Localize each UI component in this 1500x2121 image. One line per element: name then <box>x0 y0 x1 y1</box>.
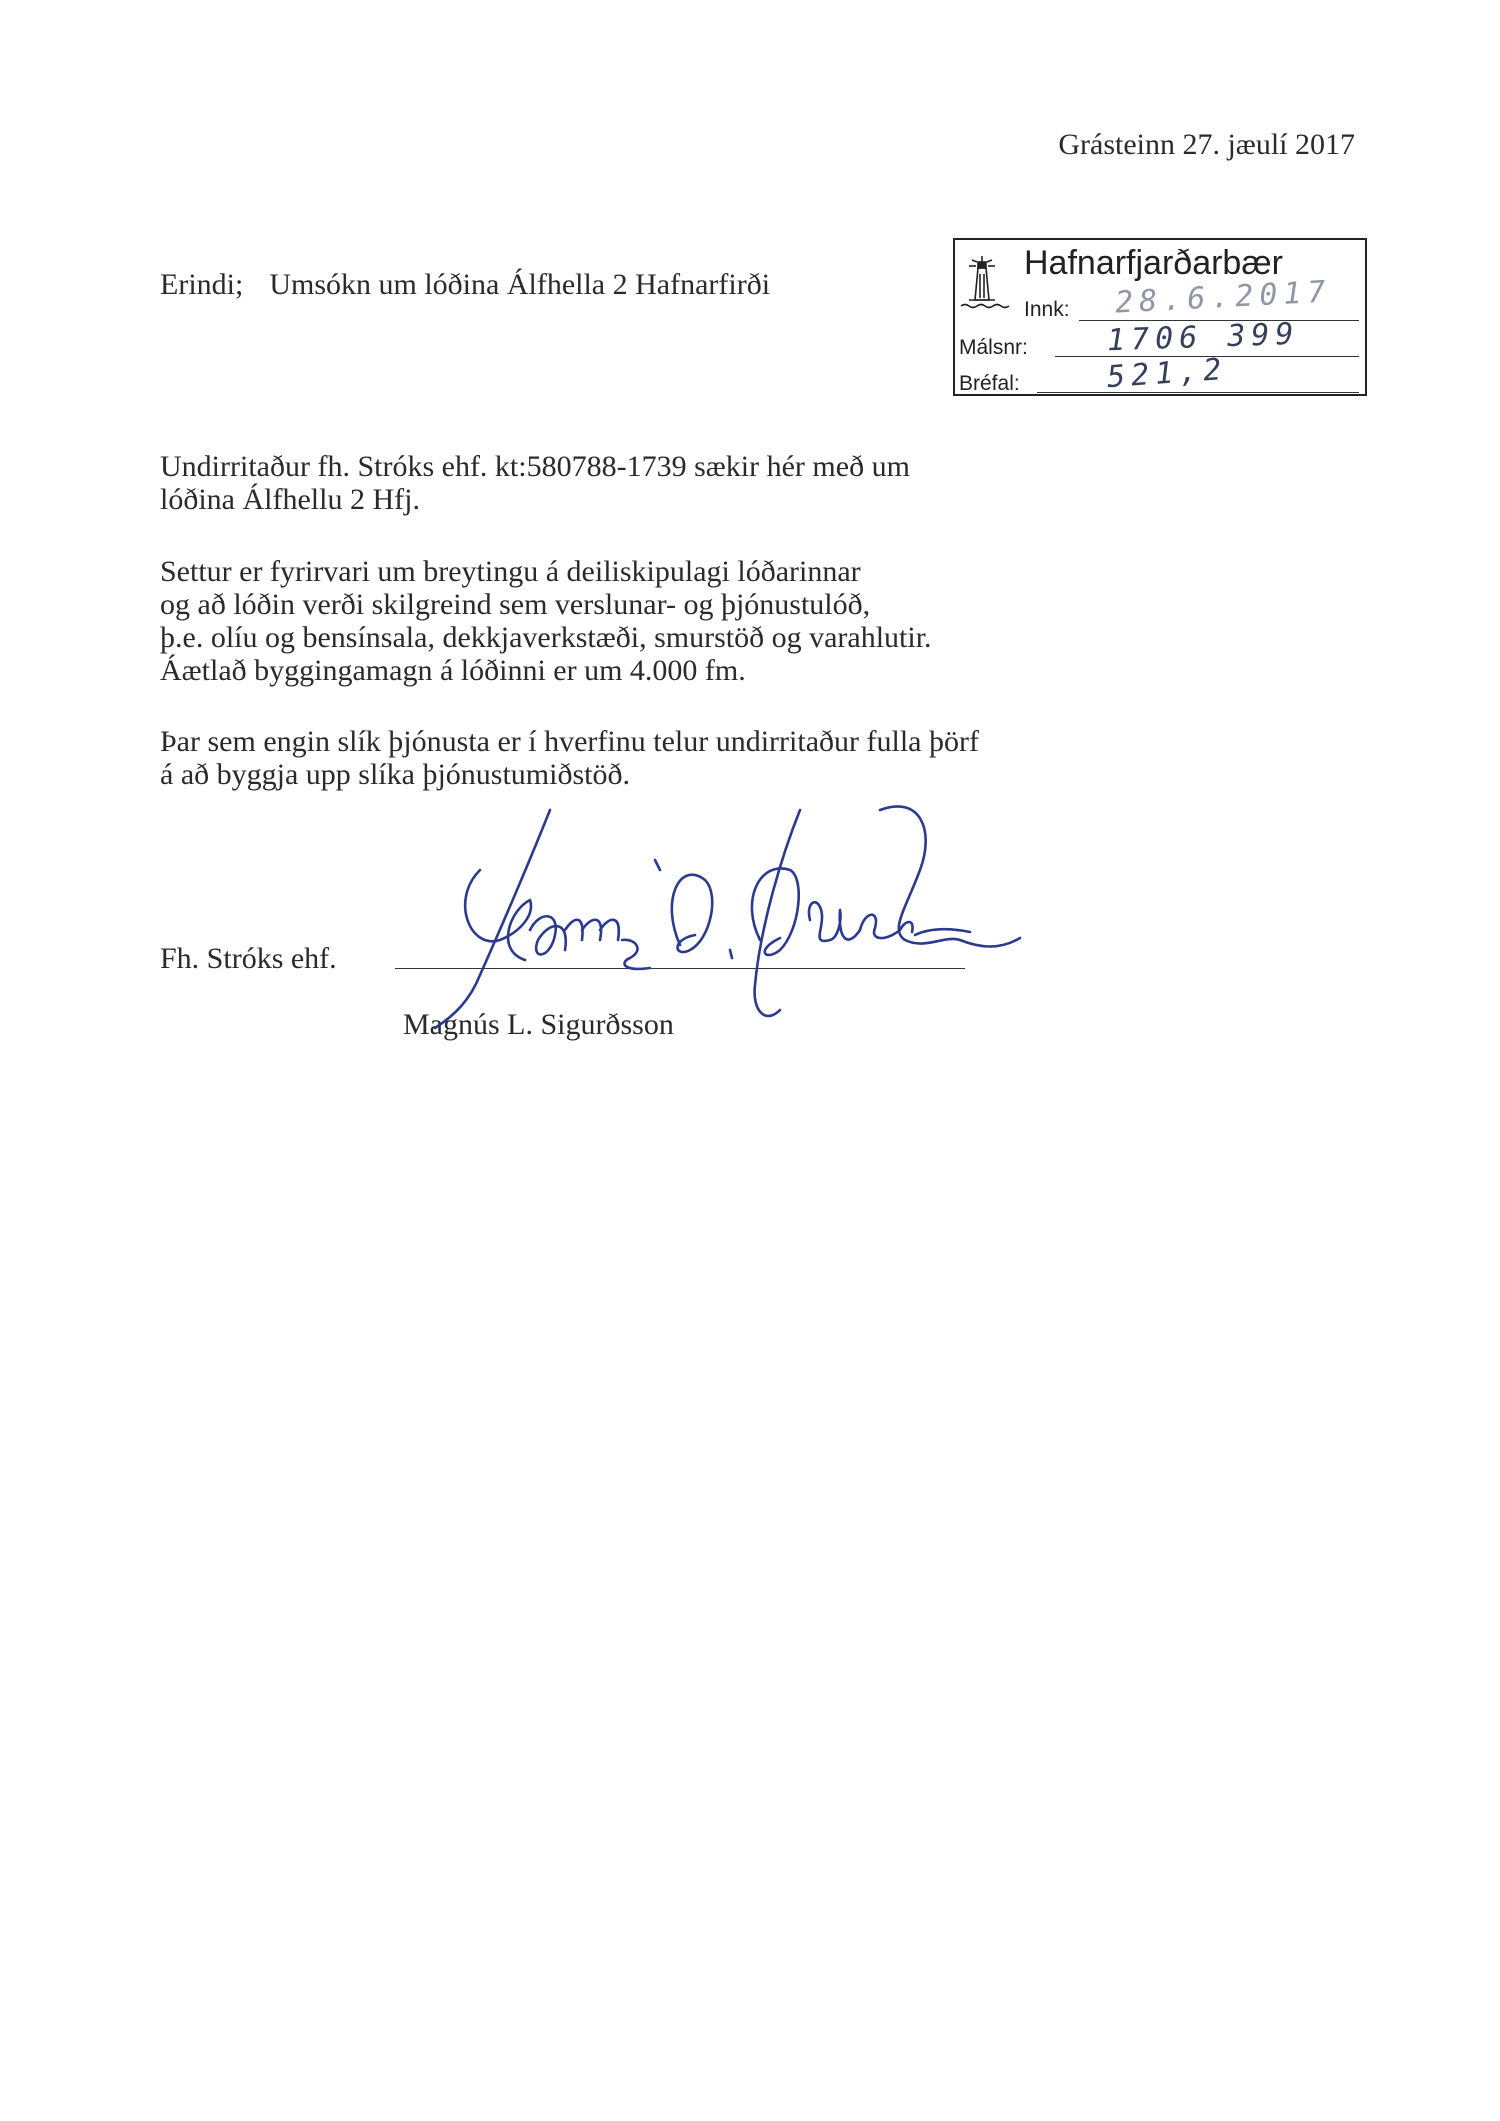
stamp-label-brefal: Bréfal: <box>959 372 1020 395</box>
paragraph-justification <box>160 725 979 791</box>
stamp-value-innk: 28.6.2017 <box>1114 274 1333 321</box>
subject-text: Umsókn um lóðina Álfhella 2 Hafnarfirði <box>269 268 771 301</box>
signer-company: Fh. Stróks ehf. <box>160 942 337 975</box>
paragraph-line: Þar sem engin slík þjónusta er í hverfinu telur undirritaður fulla þörf <box>160 725 979 758</box>
paragraph-line: Undirritaður fh. Stróks ehf. kt:580788-1739 sækir hér með um <box>160 450 910 483</box>
paragraph-application <box>160 450 910 516</box>
stamp-organization: Hafnarfjarðarbær <box>1024 244 1283 282</box>
letter-date: Grásteinn 27. jæulí 2017 <box>1058 128 1355 161</box>
subject-prefix: Erindi; <box>160 268 244 301</box>
stamp-value-brefal: 521,2 <box>1105 351 1229 396</box>
paragraph-line: Áætlað byggingamagn á lóðinni er um 4.000 fm. <box>160 654 746 687</box>
stamp-value-malsnr: 1706 399 <box>1106 316 1301 359</box>
paragraph-conditions <box>160 555 932 687</box>
signer-name: Magnús L. Sigurðsson <box>403 1008 674 1041</box>
paragraph-line: Settur er fyrirvari um breytingu á deiliskipulagi lóðarinnar <box>160 555 861 588</box>
paragraph-line: og að lóðin verði skilgreind sem verslunar- og þjónustulóð, <box>160 588 871 621</box>
paragraph-line: lóðina Álfhellu 2 Hfj. <box>160 483 420 516</box>
stamp-label-malsnr: Málsnr: <box>959 336 1028 359</box>
paragraph-line: á að byggja upp slíka þjónustumiðstöð. <box>160 758 630 791</box>
received-stamp <box>953 238 1367 396</box>
letter-subject <box>160 268 770 302</box>
stamp-label-innk: Innk: <box>1024 298 1070 321</box>
lighthouse-icon <box>955 252 1010 312</box>
paragraph-line: þ.e. olíu og bensínsala, dekkjaverkstæði, smurstöð og varahlutir. <box>160 621 932 654</box>
stamp-line <box>1037 392 1359 393</box>
handwritten-signature <box>360 800 1030 1050</box>
